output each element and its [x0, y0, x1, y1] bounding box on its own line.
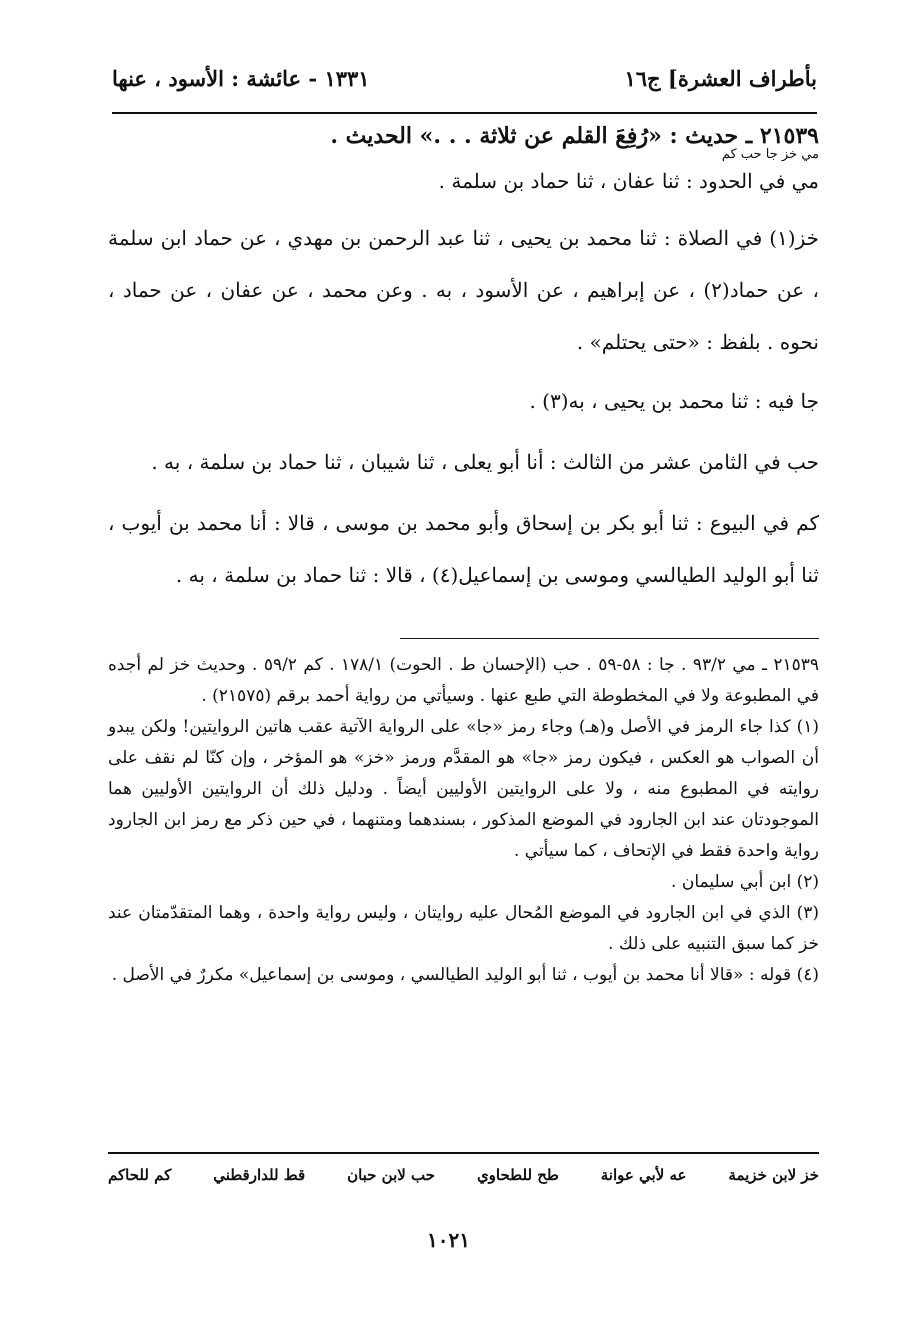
footnote-4: (٤) قوله : «قالا أنا محمد بن أيوب ، ثنا أبو الوليد الطيالسي ، وموسى بن إسماعيل» مكررٌ في الأصل .	[111, 965, 819, 985]
legend-item: كم للحاكم	[108, 1166, 172, 1184]
entry-source-symbols: مي خز جا حب كم	[721, 147, 819, 163]
footnote-1: (١) كذا جاء الرمز في الأصل و(هـ) وجاء رمز «جا» على الرواية الآتية عقب هاتين الروايتين! ولكن يبدو أن الصواب هو العكس ، فيكون رمز «جا» هو المقدَّم ورمز «خز» هو المؤخر ، وإن كنّا لم نقف على روايته في المطبوع منه ، ولا على الروايتين الأوليين أيضاً . ودليل ذلك أن الروايتين الأوليين هما الموجودتان عند ابن الجارود في الموضع المذكور ، بسندهما ومتنهما ، في حين ذكر مع رمز ابن الجارود رواية واحدة فقط في الإتحاف ، كما سيأتي .	[108, 717, 819, 861]
legend-item: حب لابن حبان	[347, 1166, 436, 1184]
entry-line-1: مي في الحدود : ثنا عفان ، ثنا حماد بن سلمة .	[438, 168, 819, 193]
main-text	[108, 125, 819, 622]
running-header	[112, 58, 817, 98]
header-section: ١٣٣١ - عائشة : الأسود ، عنها	[112, 65, 370, 91]
footnote-rule	[400, 638, 819, 639]
footnotes	[108, 650, 819, 991]
entry-line-5: كم في البيوع : ثنا أبو بكر بن إسحاق وأبو محمد بن موسى ، قالا : أنا محمد بن أيوب ، ثنا أبو الوليد الطيالسي وموسى بن إسماعيل(٤) ، قالا : ثنا حماد بن سلمة ، به .	[108, 510, 819, 587]
entry-line-4: حب في الثامن عشر من الثالث : أنا أبو يعلى ، ثنا شيبان ، ثنا حماد بن سلمة ، به .	[151, 449, 819, 474]
legend-item: خز لابن خزيمة	[728, 1166, 819, 1184]
header-volume: بأطراف العشرة] ج١٦	[624, 65, 817, 91]
legend-item: طح للطحاوي	[476, 1166, 559, 1184]
entry-line-2: خز(١) في الصلاة : ثنا محمد بن يحيى ، ثنا عبد الرحمن بن مهدي ، عن حماد ابن سلمة ، عن حماد(٢) ، عن إبراهيم ، عن الأسود ، به . وعن محمد ، عن عفان ، عن حماد ، نحوه . بلفظ : «حتى يحتلم» .	[108, 225, 819, 354]
footnote-2: (٢) ابن أبي سليمان .	[671, 872, 819, 892]
footnote-3: (٣) الذي في ابن الجارود في الموضع المُحال عليه روايتان ، وليس رواية واحدة ، وهما المتقدّمتان عند خز كما سبق التنبيه على ذلك .	[108, 903, 819, 954]
legend-item: عه لأبي عوانة	[600, 1166, 687, 1184]
footnote-sources: ٢١٥٣٩ ـ مي ٩٣/٢ . جا : ٥٨-٥٩ . حب (الإحسان ط . الحوت) ١٧٨/١ . كم ٥٩/٢ . وحديث خز لم أجده في المطبوعة ولا في المخطوطة التي طبع عنها . وسيأتي من رواية أحمد برقم (٢١٥٧٥) .	[108, 655, 820, 706]
header-rule	[112, 112, 817, 114]
symbol-legend	[108, 1166, 819, 1184]
legend-item: قط للدارقطني	[213, 1166, 306, 1184]
page-number: ١٠٢١	[427, 1228, 470, 1252]
entry-line-3: جا فيه : ثنا محمد بن يحيى ، به(٣) .	[529, 388, 819, 413]
entry-heading: ٢١٥٣٩ ـ حديث : «رُفِعَ القلم عن ثلاثة . . .» الحديث .	[330, 123, 819, 149]
legend-rule	[108, 1152, 819, 1154]
